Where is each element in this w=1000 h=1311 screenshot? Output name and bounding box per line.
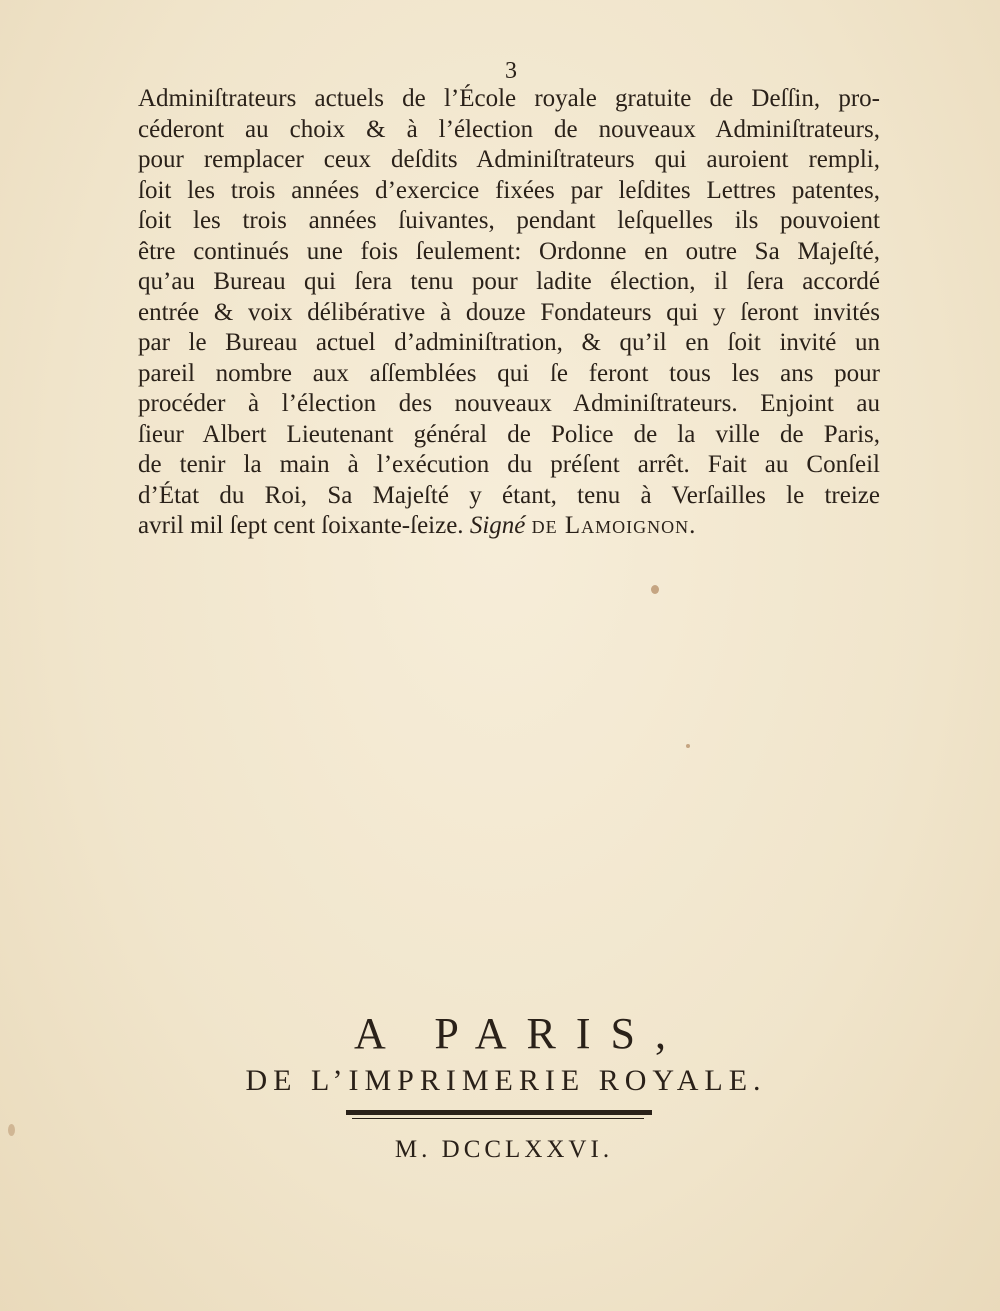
text-line: ſoit les trois années ſuivantes, pendant leſquelles ils pouvoient: [138, 207, 880, 234]
text-line: ſoit les trois années d’exercice fixées par leſdites Lettres patentes,: [138, 176, 880, 204]
text-line: par le Bureau actuel d’adminiſtration, & qu’il en ſoit invité un: [138, 329, 880, 356]
signature-label: Signé: [469, 512, 526, 539]
text-line: être continués une fois ſeulement: Ordonne en outre Sa Majeſté,: [138, 237, 880, 265]
imprint-city: A PARIS,: [353, 1009, 687, 1058]
decree-text: [138, 84, 880, 542]
text-line: céderont au choix & à l’élection de nouveaux Adminiſtrateurs,: [138, 115, 880, 143]
text-line: entrée & voix délibérative à douze Fondateurs qui y ſeront invités: [138, 298, 880, 326]
imprint-printer: DE L’IMPRIMERIE ROYALE.: [245, 1064, 767, 1097]
text-line: avril mil ſept cent ſoixante-ſeize.: [138, 512, 464, 539]
text-line: procéder à l’élection des nouveaux Adminiſtrateurs. Enjoint au: [138, 390, 880, 417]
paper-speck: [651, 585, 659, 594]
ornamental-rule: [346, 1110, 652, 1115]
signatory-name: de Lamoignon.: [531, 512, 697, 539]
paper-speck: [686, 744, 690, 748]
page-number: 3: [505, 58, 517, 84]
text-line: d’État du Roi, Sa Majeſté y étant, tenu à Verſailles le treize: [138, 481, 880, 509]
text-line: ſieur Albert Lieutenant général de Police de la ville de Paris,: [138, 420, 880, 448]
signature-line: [138, 511, 880, 542]
paper-speck: [8, 1124, 15, 1136]
ornamental-rule-thin: [352, 1118, 644, 1119]
text-line: pareil nombre aux aſſemblées qui ſe feront tous les ans pour: [138, 359, 880, 387]
text-line: de tenir la main à l’exécution du préſent arrêt. Fait au Conſeil: [138, 451, 880, 478]
text-line: Adminiſtrateurs actuels de l’École royale gratuite de Deſſin, pro-: [138, 85, 880, 112]
text-line: pour remplacer ceux deſdits Adminiſtrateurs qui auroient rempli,: [138, 146, 880, 173]
text-line: qu’au Bureau qui ſera tenu pour ladite élection, il ſera accordé: [138, 268, 880, 295]
imprint-year: M. DCCLXXVI.: [394, 1136, 614, 1163]
